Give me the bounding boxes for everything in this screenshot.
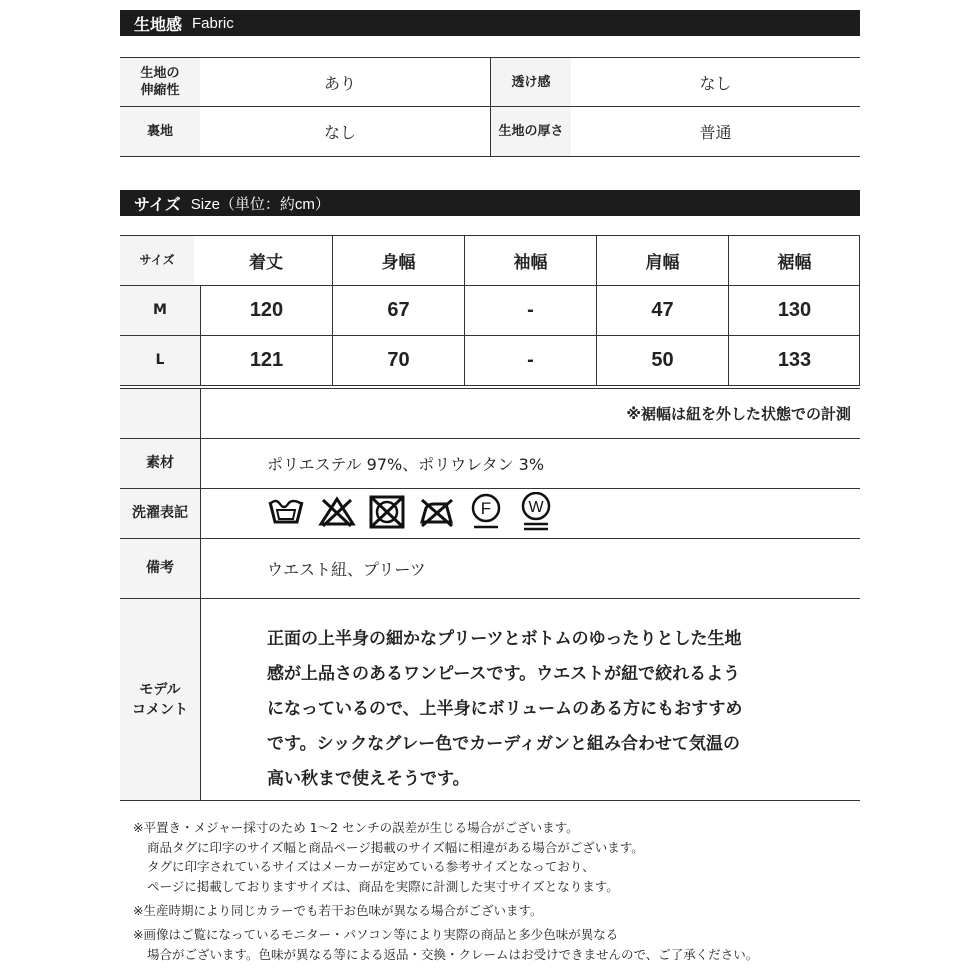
size-header-length: 着丈 — [249, 253, 283, 273]
size-cell: 130 — [777, 299, 812, 321]
footnote-monitor-color: ※画像はご覧になっているモニター・パソコン等により実際の商品と多少色味が異なる 場合がございます。色味が異なる等による返品・交換・クレームはお受けできませんので、ご了承ください。 — [133, 927, 759, 962]
svg-text:W: W — [528, 499, 544, 516]
fabric-value-lining: なし — [323, 123, 356, 142]
size-row-label: M — [120, 286, 200, 335]
hand-wash-icon — [268, 493, 304, 531]
size-cell: 120 — [249, 299, 284, 321]
fabric-title-jp: 生地感 — [134, 14, 183, 34]
fabric-title-en: Fabric — [192, 14, 234, 32]
model-comment-text: 正面の上半身の細かなプリーツとボトムのゆったりとした生地 感が上品さのあるワンピースです。ウエストが紐で絞れるよう になっているので、上半身にボリュームのある方にもおすすめ です。シックなグレー色でカーディガンと組み合わせて気温の 高い秋まで使えそうです。 — [267, 629, 743, 789]
remarks-value: ウエスト紐、プリーツ — [267, 560, 426, 579]
size-cell: 133 — [777, 349, 812, 371]
material-label: 素材 — [120, 439, 200, 488]
size-header-sleeve-width: 袖幅 — [513, 253, 548, 273]
size-title-jp: サイズ — [134, 194, 181, 214]
fabric-label-thickness: 生地の厚さ — [491, 107, 571, 156]
size-section-header — [120, 190, 860, 216]
size-row-label: L — [120, 336, 200, 385]
size-cell: 70 — [387, 349, 410, 371]
no-bleach-icon — [318, 493, 356, 531]
fabric-label-sheer: 透け感 — [491, 58, 571, 106]
fabric-value-sheer: なし — [699, 73, 732, 93]
fabric-section-header — [120, 10, 860, 36]
size-cell: 121 — [249, 349, 284, 371]
hem-measure-note: ※裾幅は紐を外した状態での計測 — [626, 405, 851, 423]
no-tumble-dry-icon — [368, 493, 406, 531]
fabric-label-stretch: 生地の伸縮性 — [120, 58, 200, 106]
wet-clean-w-icon — [520, 493, 552, 531]
footnote-color-variation: ※生産時期により同じカラーでも若干お色味が異なる場合がございます。 — [133, 903, 543, 918]
size-cell: 50 — [651, 349, 674, 371]
material-value: ポリエステル 97%、ポリウレタン 3% — [267, 455, 545, 474]
size-cell: - — [527, 349, 534, 371]
size-cell: 47 — [651, 299, 674, 321]
size-header-body-width: 身幅 — [381, 253, 416, 273]
fabric-value-thickness: 普通 — [699, 123, 732, 142]
dry-clean-f-icon — [470, 493, 502, 531]
wash-label: 洗濯表記 — [120, 489, 200, 538]
model-comment-label: モデル コメント — [120, 599, 200, 800]
no-iron-icon — [418, 493, 456, 531]
size-header-hem-width: 裾幅 — [777, 253, 812, 273]
note-label-blank — [120, 389, 200, 438]
svg-text:F: F — [480, 499, 492, 518]
fabric-label-lining: 裏地 — [120, 107, 200, 156]
size-header-shoulder-width: 肩幅 — [645, 253, 680, 273]
fabric-value-stretch: あり — [323, 73, 356, 93]
size-cell: 67 — [387, 299, 410, 321]
size-header-size: サイズ — [120, 236, 194, 285]
size-cell: - — [527, 299, 534, 321]
size-title-en: Size（単位：約cm） — [190, 195, 330, 213]
remarks-label: 備考 — [120, 539, 200, 598]
footnote-measurement: ※平置き・メジャー採寸のため 1〜2 センチの誤差が生じる場合がございます。 商品タグに印字のサイズ幅と商品ページ掲載のサイズ幅に相違がある場合がございます。 タグに印字されているサイズはメーカーが定めている参考サイズとなっており、 ページに掲載しておりますサイズは、商品を実際に計測した実寸サイズとなります。 — [133, 820, 644, 894]
